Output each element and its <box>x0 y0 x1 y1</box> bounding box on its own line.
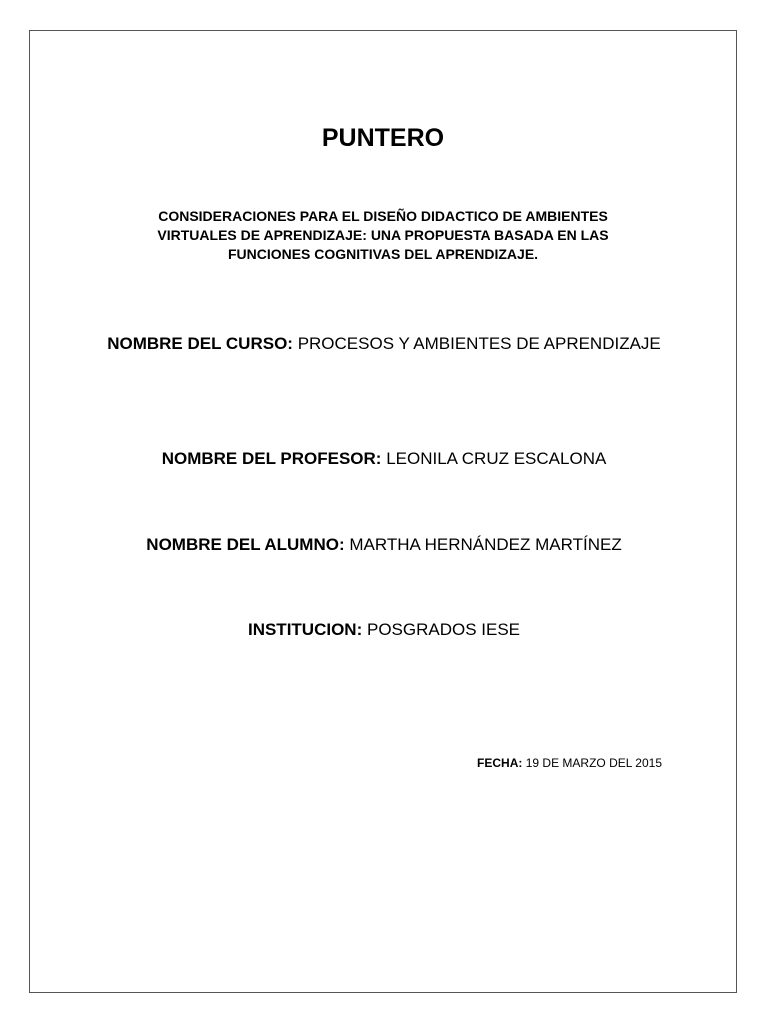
document-subtitle: CONSIDERACIONES PARA EL DISEÑO DIDACTICO DE AMBIENTES VIRTUALES DE APRENDIZAJE: UNA PROPUESTA BASADA EN LAS FUNCIONES COGNITIVAS DEL APRENDIZAJE. <box>157 208 609 262</box>
document-title: PUNTERO <box>321 124 445 152</box>
page-border <box>29 30 737 993</box>
date-label: FECHA: <box>477 756 523 770</box>
course-label: NOMBRE DEL CURSO: <box>107 334 293 353</box>
institution-value: POSGRADOS IESE <box>366 620 521 639</box>
teacher-label: NOMBRE DEL PROFESOR: <box>161 449 382 468</box>
course-value: PROCESOS Y AMBIENTES DE APRENDIZAJE <box>297 334 661 353</box>
teacher-value: LEONILA CRUZ ESCALONA <box>386 449 607 468</box>
student-label: NOMBRE DEL ALUMNO: <box>146 535 345 554</box>
institution-label: INSTITUCION: <box>247 620 363 639</box>
date-field <box>400 755 662 771</box>
student-value: MARTHA HERNÁNDEZ MARTÍNEZ <box>349 535 622 554</box>
teacher-field <box>100 447 668 471</box>
student-field <box>100 533 668 557</box>
course-field <box>100 332 668 356</box>
date-value: 19 DE MARZO DEL 2015 <box>525 756 662 770</box>
institution-field <box>100 618 668 642</box>
